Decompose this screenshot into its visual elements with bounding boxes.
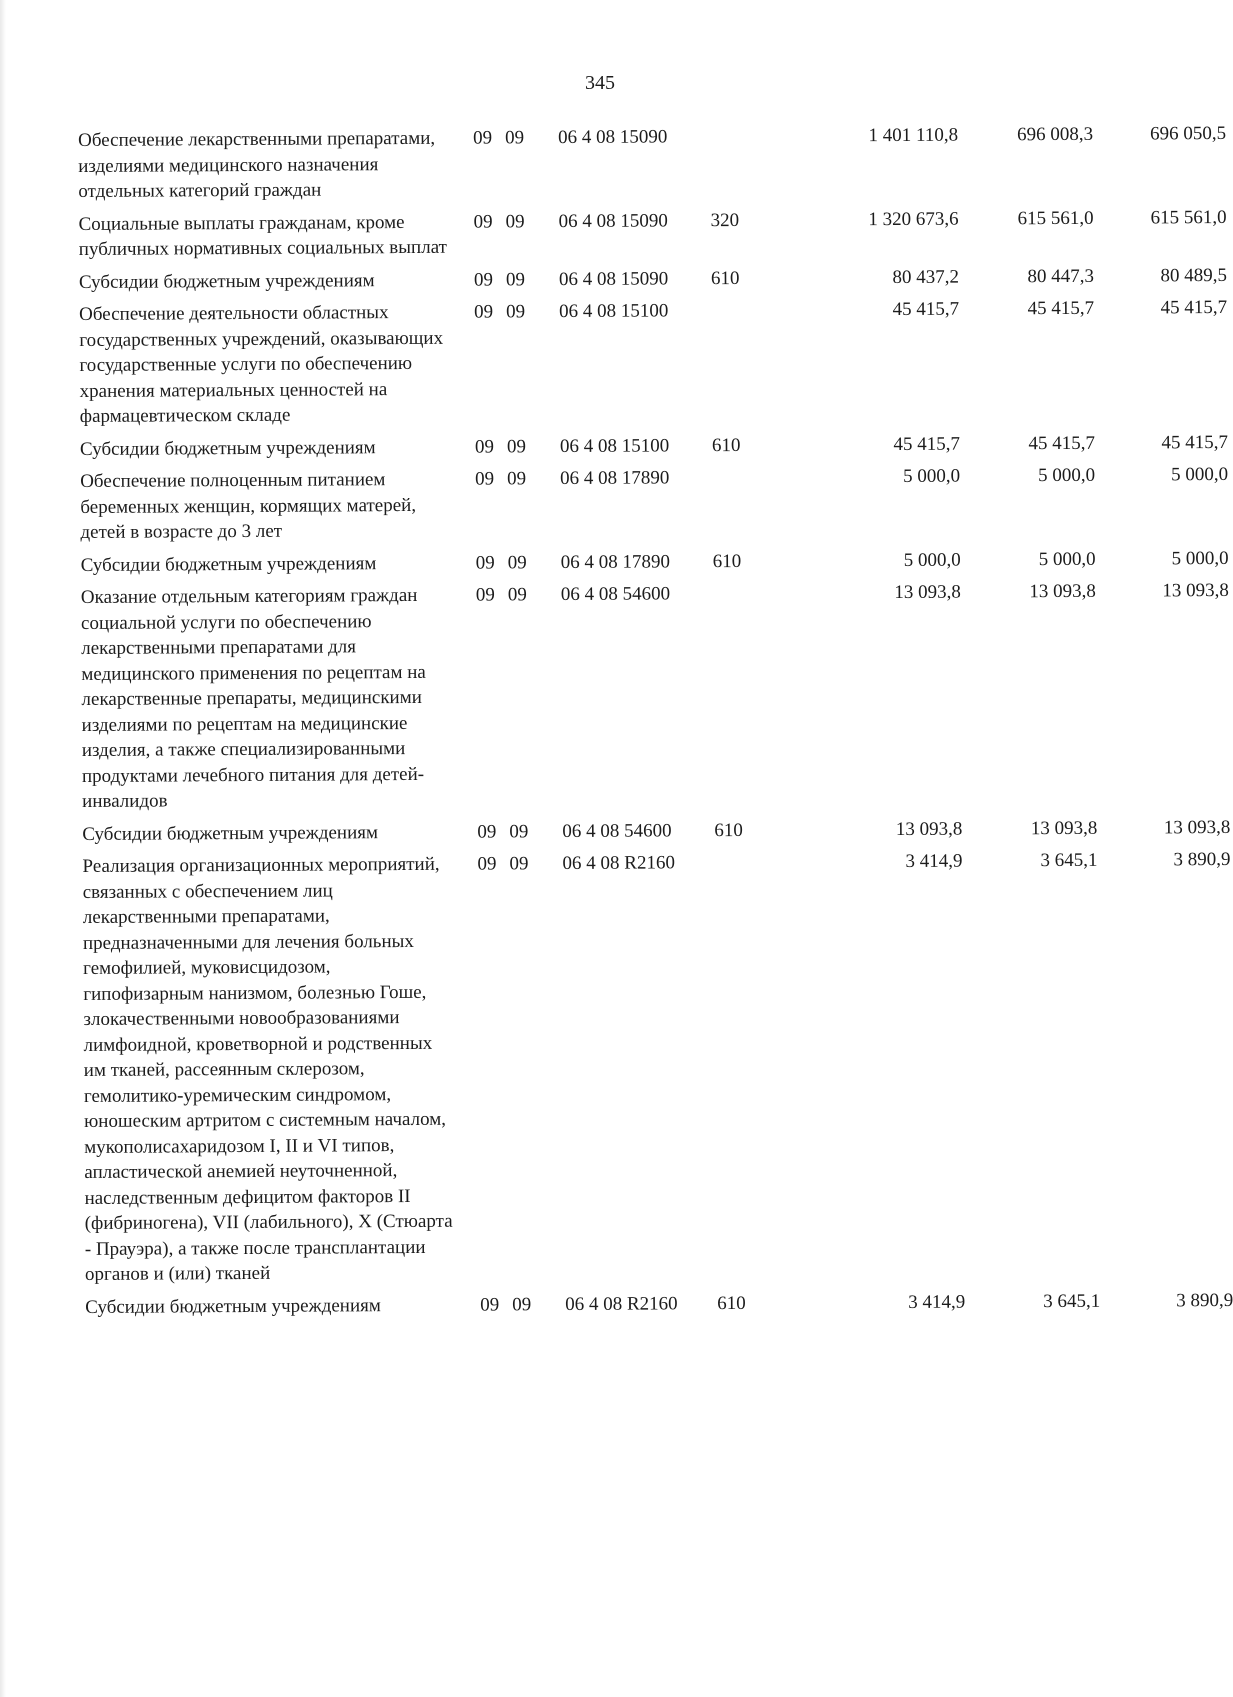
section-code: 09 bbox=[475, 551, 495, 574]
table-row bbox=[79, 430, 1229, 462]
row-name: Реализация организационных мероприятий, связанных с обеспечением лиц лекарственными препаратами, предназначенными для лечения больных гемофилией, муковисцидозом, гипофизарным нанизмом, болезнью Гоше, злокачественными новообразованиями лимфоидной, кроветворной и родственных им тканей, рассеянным склерозом, гемолитико-уремическим синдромом, юношеским артритом с системным началом, мукополисахаридозом I, II и VI типов, апластической анемией неуточненной, наследственным дефицитом факторов II (фибриногена), VII (лабильного), X (Стюарта - Прауэра), а также после трансплантации органов и (или) тканей bbox=[82, 853, 453, 1285]
target-article-code: 06 4 08 15100 bbox=[559, 300, 669, 323]
table-row bbox=[85, 1288, 1233, 1320]
section-code: 09 bbox=[474, 301, 494, 323]
subsection-code: 09 bbox=[505, 210, 525, 232]
row-name: Оказание отдельным категориям граждан социальной услуги по обеспечению лекарственными препаратами для медицинского применения по рецептам на лекарственные препараты, медицинскими изделиями по рецептам на медицинские изделия, а также специализированными продуктами лечебного питания для детей-инвалидов bbox=[80, 584, 426, 812]
amount-year-3: 45 415,7 bbox=[1160, 296, 1228, 319]
target-article-code: 06 4 08 15090 bbox=[558, 209, 668, 232]
amount-year-1: 13 093,8 bbox=[894, 581, 961, 604]
amount-year-2: 615 561,0 bbox=[1017, 207, 1094, 229]
amount-year-3: 13 093,8 bbox=[1162, 579, 1229, 602]
target-article-code: 06 4 08 R2160 bbox=[565, 1292, 678, 1315]
table-row bbox=[78, 205, 1227, 263]
amount-year-2: 3 645,1 bbox=[1043, 1290, 1101, 1312]
table-row bbox=[78, 121, 1227, 204]
amount-year-1: 3 414,9 bbox=[905, 850, 963, 872]
table-row bbox=[78, 263, 1227, 295]
row-name: Субсидии бюджетным учреждениям bbox=[79, 436, 376, 460]
subsection-code: 09 bbox=[507, 468, 527, 490]
amount-year-3: 5 000,0 bbox=[1171, 463, 1229, 486]
target-article-code: 06 4 08 R2160 bbox=[562, 852, 676, 875]
expense-type-code: 610 bbox=[717, 1292, 746, 1314]
amount-year-3: 80 489,5 bbox=[1160, 264, 1227, 286]
target-article-code: 06 4 08 15090 bbox=[558, 267, 669, 290]
section-code: 09 bbox=[477, 853, 497, 875]
row-name: Социальные выплаты гражданам, кроме публичных нормативных социальных выплат bbox=[78, 211, 447, 260]
amount-year-2: 45 415,7 bbox=[1028, 432, 1096, 454]
amount-year-2: 13 093,8 bbox=[1030, 817, 1098, 839]
section-code: 09 bbox=[473, 210, 493, 233]
amount-year-1: 5 000,0 bbox=[903, 465, 961, 487]
subsection-code: 09 bbox=[506, 301, 526, 323]
subsection-code: 09 bbox=[507, 551, 527, 573]
section-code: 09 bbox=[477, 820, 497, 843]
row-name: Субсидии бюджетным учреждениям bbox=[85, 1294, 381, 1318]
subsection-code: 09 bbox=[512, 1293, 532, 1315]
amount-year-2: 13 093,8 bbox=[1029, 580, 1096, 603]
row-name: Обеспечение деятельности областных государственных учреждений, оказывающих государственные услуги по обеспечению хранения материальных ценностей на фармацевтическом складе bbox=[79, 302, 444, 427]
expense-type-code: 320 bbox=[710, 209, 740, 231]
target-article-code: 06 4 08 17890 bbox=[560, 467, 670, 490]
amount-year-3: 5 000,0 bbox=[1171, 547, 1229, 569]
amount-year-1: 3 414,9 bbox=[908, 1291, 966, 1313]
row-name: Обеспечение лекарственными препаратами, изделиями медицинского назначения отдельных категорий граждан bbox=[78, 127, 436, 202]
amount-year-2: 5 000,0 bbox=[1038, 464, 1096, 487]
table-row bbox=[82, 847, 1231, 1287]
section-code: 09 bbox=[475, 468, 495, 490]
target-article-code: 06 4 08 15100 bbox=[559, 434, 670, 457]
section-code: 09 bbox=[475, 584, 495, 606]
target-article-code: 06 4 08 54600 bbox=[560, 583, 671, 606]
table-row bbox=[82, 815, 1231, 847]
amount-year-3: 13 093,8 bbox=[1163, 816, 1231, 838]
target-article-code: 06 4 08 17890 bbox=[560, 550, 670, 573]
target-article-code: 06 4 08 15090 bbox=[558, 126, 668, 149]
subsection-code: 09 bbox=[506, 435, 527, 457]
amount-year-1: 1 401 110,8 bbox=[868, 124, 959, 147]
table-row bbox=[80, 462, 1229, 545]
table-row bbox=[80, 546, 1229, 578]
subsection-code: 09 bbox=[505, 127, 525, 149]
section-code: 09 bbox=[474, 435, 495, 458]
amount-year-1: 13 093,8 bbox=[895, 818, 963, 840]
expense-type-code: 610 bbox=[711, 434, 741, 456]
amount-year-1: 5 000,0 bbox=[903, 549, 961, 571]
subsection-code: 09 bbox=[509, 820, 529, 842]
amount-year-1: 45 415,7 bbox=[892, 298, 960, 321]
target-article-code: 06 4 08 54600 bbox=[562, 819, 672, 842]
expense-type-code: 610 bbox=[710, 267, 740, 289]
amount-year-3: 45 415,7 bbox=[1161, 431, 1229, 453]
amount-year-3: 696 050,5 bbox=[1149, 122, 1227, 145]
row-name: Обеспечение полноценным питанием беременных женщин, кормящих матерей, детей в возрасте до 3 лет bbox=[80, 469, 417, 543]
section-code: 09 bbox=[480, 1293, 500, 1316]
row-name: Субсидии бюджетным учреждениям bbox=[80, 552, 377, 576]
amount-year-3: 615 561,0 bbox=[1150, 206, 1227, 228]
amount-year-2: 45 415,7 bbox=[1027, 297, 1095, 320]
amount-year-1: 45 415,7 bbox=[893, 433, 961, 455]
row-name: Субсидии бюджетным учреждениям bbox=[82, 821, 379, 845]
amount-year-1: 1 320 673,6 bbox=[868, 208, 959, 230]
amount-year-2: 3 645,1 bbox=[1040, 849, 1098, 872]
section-code: 09 bbox=[473, 268, 493, 291]
section-code: 09 bbox=[473, 127, 493, 149]
expense-type-code: 610 bbox=[712, 550, 742, 572]
amount-year-3: 3 890,9 bbox=[1173, 848, 1231, 871]
amount-year-1: 80 437,2 bbox=[892, 266, 959, 288]
row-name: Субсидии бюджетным учреждениям bbox=[78, 269, 375, 293]
budget-table bbox=[78, 121, 1233, 1327]
table-row bbox=[79, 295, 1228, 429]
subsection-code: 09 bbox=[509, 853, 529, 875]
expense-type-code: 610 bbox=[714, 819, 743, 841]
amount-year-2: 80 447,3 bbox=[1027, 265, 1094, 287]
amount-year-3: 3 890,9 bbox=[1176, 1289, 1233, 1311]
amount-year-2: 5 000,0 bbox=[1038, 548, 1096, 570]
page-number: 345 bbox=[585, 72, 615, 94]
subsection-code: 09 bbox=[505, 268, 525, 290]
subsection-code: 09 bbox=[507, 584, 527, 606]
amount-year-2: 696 008,3 bbox=[1016, 123, 1094, 146]
table-row bbox=[80, 578, 1229, 814]
scan-edge-shadow bbox=[0, 0, 6, 1697]
